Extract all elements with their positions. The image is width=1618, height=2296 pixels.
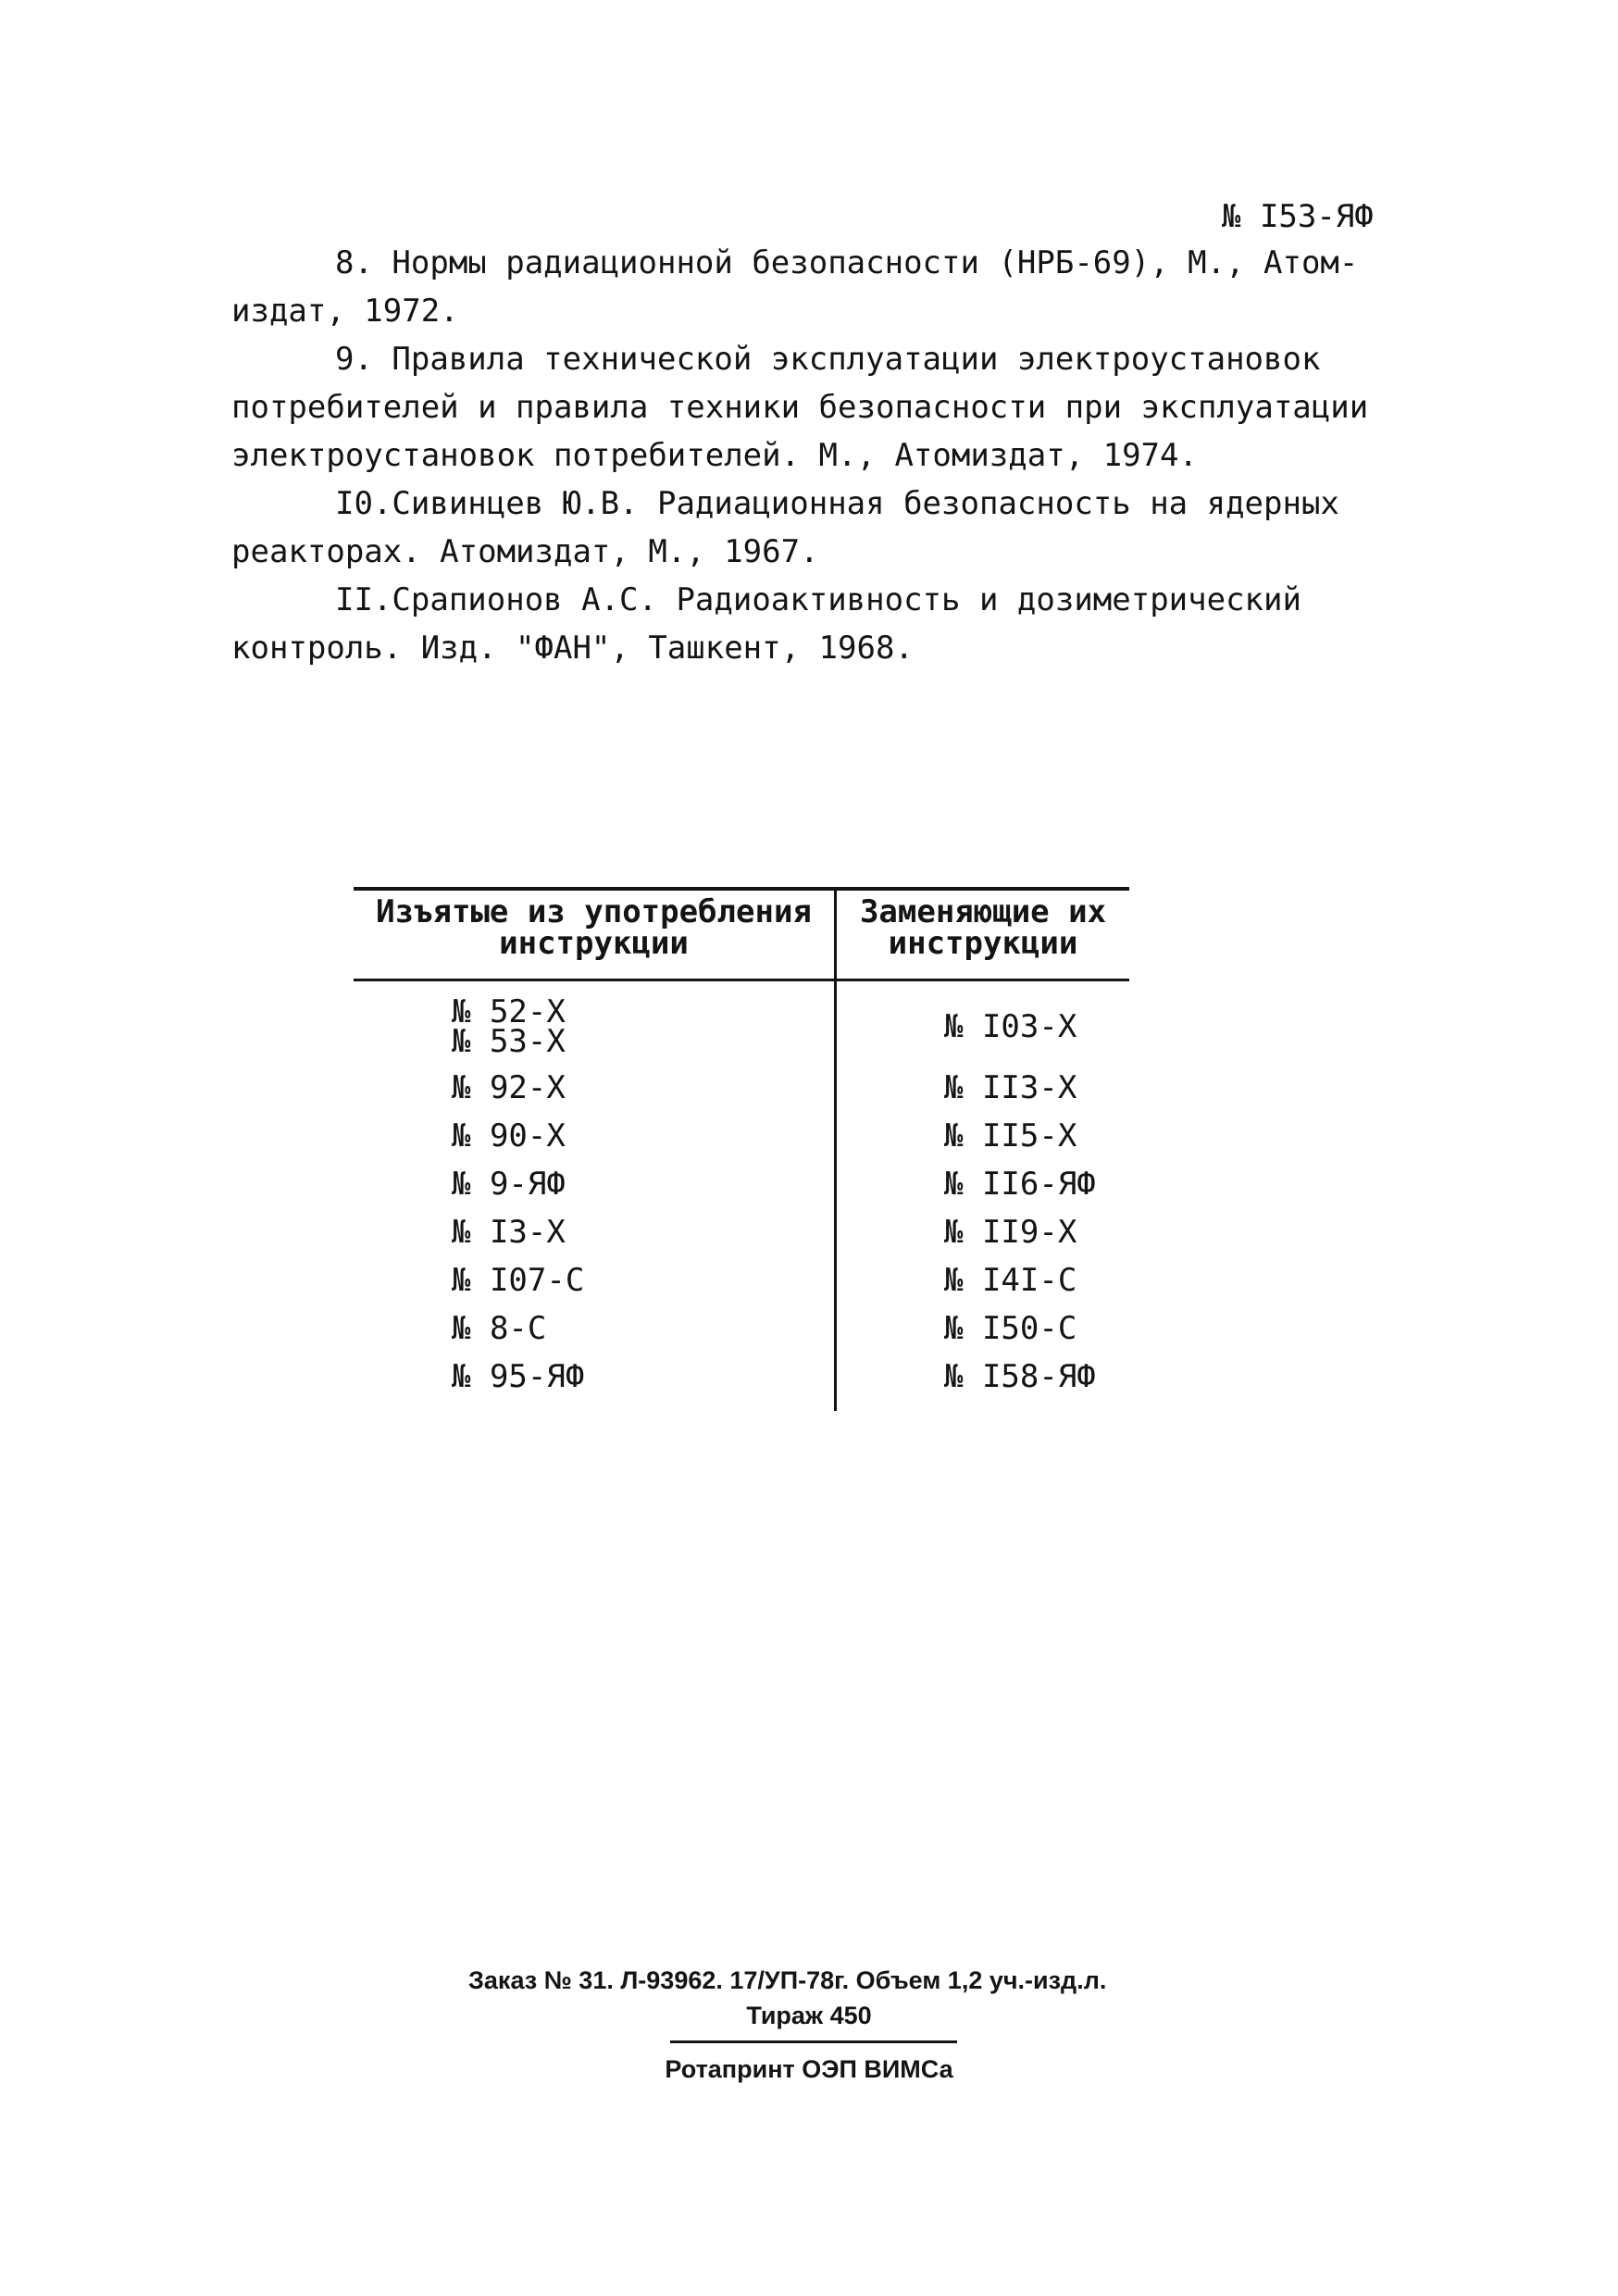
- replacing-instruction: № II3-Х: [944, 1069, 1077, 1106]
- withdrawn-instruction: № 52-Х: [452, 993, 566, 1030]
- reference-line: II.Срапионов А.С. Радиоактивность и дозиметрический: [335, 581, 1301, 618]
- header-text: Изъятые из употребления: [376, 893, 812, 930]
- replacing-instruction: № II9-Х: [944, 1214, 1077, 1251]
- reference-line: реакторах. Атомиздат, М., 1967.: [231, 533, 819, 570]
- reference-list: [231, 239, 1435, 672]
- printer-name: Ротапринт ОЭП ВИМСа: [665, 2055, 953, 2083]
- reference-item-10: [231, 480, 1435, 576]
- header-text: Заменяющие их: [859, 893, 1107, 930]
- reference-line: 8. Нормы радиационной безопасности (НРБ-69), М., Атом-: [335, 244, 1359, 281]
- replacing-column-header: [837, 893, 1129, 962]
- header-text: инструкции: [499, 925, 689, 962]
- document-number: № I53-ЯФ: [1222, 198, 1374, 235]
- reference-line: I0.Сивинцев Ю.В. Радиационная безопасность на ядерных: [335, 485, 1339, 522]
- reference-line: электроустановок потребителей. М., Атомиздат, 1974.: [231, 437, 1198, 474]
- reference-line: 9. Правила технической эксплуатации электроустановок: [335, 341, 1321, 378]
- table-column-divider: [834, 887, 837, 1411]
- replacing-instruction: № I03-Х: [944, 1008, 1077, 1045]
- replacing-instruction: № I50-С: [944, 1310, 1077, 1347]
- imprint-rule: [670, 2040, 957, 2043]
- reference-line: потребителей и правила техники безопасности при эксплуатации: [231, 389, 1369, 426]
- print-run: Тираж 450: [746, 2002, 872, 2029]
- table-header-rule: [354, 979, 1129, 981]
- reference-item-8: [231, 239, 1435, 335]
- withdrawn-instruction: № 9-ЯФ: [452, 1166, 566, 1203]
- reference-line: издат, 1972.: [231, 293, 459, 330]
- withdrawn-instruction: № 53-Х: [452, 1023, 566, 1060]
- reference-item-9: [231, 335, 1435, 480]
- withdrawn-instruction: № 92-Х: [452, 1069, 566, 1106]
- header-text: инструкции: [888, 925, 1078, 962]
- withdrawn-instruction: № I07-С: [452, 1262, 585, 1299]
- replacement-table: [354, 887, 1129, 1411]
- reference-line: контроль. Изд. "ФАН", Ташкент, 1968.: [231, 630, 914, 667]
- withdrawn-instruction: № 8-С: [452, 1310, 547, 1347]
- replacing-instruction: № II5-Х: [944, 1117, 1077, 1154]
- reference-item-11: [231, 576, 1435, 672]
- withdrawn-column-header: [354, 893, 834, 962]
- replacing-instruction: № I58-ЯФ: [944, 1358, 1096, 1395]
- withdrawn-instruction: № I3-Х: [452, 1214, 566, 1251]
- withdrawn-instruction: № 95-ЯФ: [452, 1358, 585, 1395]
- replacing-instruction: № I4I-С: [944, 1262, 1077, 1299]
- table-top-rule: [354, 887, 1129, 891]
- replacing-instruction: № II6-ЯФ: [944, 1166, 1096, 1203]
- withdrawn-instruction: № 90-Х: [452, 1117, 566, 1154]
- order-details: Заказ № 31. Л-93962. 17/УП-78г. Объем 1,2 уч.-изд.л.: [468, 1966, 1107, 1994]
